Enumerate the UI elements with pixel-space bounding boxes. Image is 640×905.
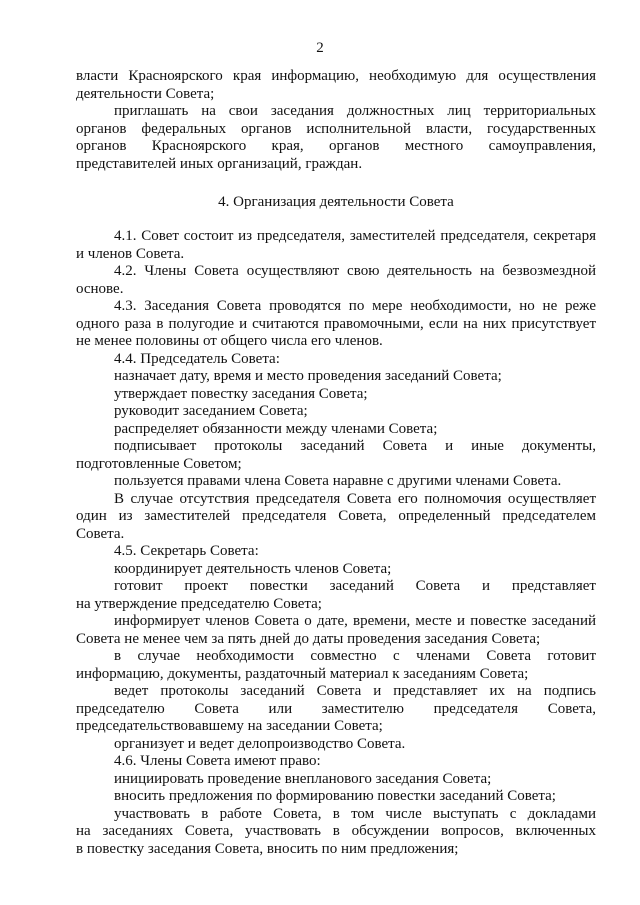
paragraph (76, 491, 596, 544)
paragraph (76, 386, 596, 404)
text-line: власти Красноярского края информацию, необходимую для осуществления (76, 68, 596, 84)
text-line: и членов Совета. (76, 245, 185, 262)
text-line: в случае необходимости совместно с членами Совета готовит (114, 648, 596, 664)
paragraph (76, 298, 596, 351)
text-line: В случае отсутствия председателя Совета его полномочия осуществляет (114, 490, 596, 507)
section-4-body (76, 228, 596, 858)
text-line: в повестку заседания Совета, вносить по ним предложения; (76, 840, 459, 857)
text-line: на заседаниях Совета, участвовать в обсуждении вопросов, включенных (76, 823, 596, 839)
text-line: Совета не менее чем за пять дней до даты проведения заседания Совета; (76, 630, 541, 647)
text-line: ведет протоколы заседаний Совета и представляет их на подпись (114, 683, 596, 699)
text-line: 4.1. Совет состоит из председателя, заместителей председателя, секретаря (114, 228, 596, 244)
text-line: информацию, документы, раздаточный материал к заседаниям Совета; (76, 665, 529, 682)
text-line: представителей иных организаций, граждан. (76, 155, 363, 172)
text-line: на утверждение председателю Совета; (76, 595, 322, 612)
text-line: подготовленные Советом; (76, 455, 242, 472)
text-line: назначает дату, время и место проведения заседаний Совета; (114, 368, 502, 384)
text-line: одного раза в полугодие и считаются правомочными, если на них присутствует (76, 315, 596, 332)
paragraph (76, 683, 596, 736)
text-line: председательствовавшему на заседании Совета; (76, 718, 383, 734)
text-line: 4.2. Члены Совета осуществляют свою деятельность на безвозмездной (114, 263, 596, 279)
paragraph (76, 473, 596, 491)
text-line: пользуется правами члена Совета наравне с другими членами Совета. (114, 473, 562, 489)
document-body (76, 68, 596, 858)
text-line: руководит заседанием Совета; (114, 403, 308, 419)
text-line: 4.3. Заседания Совета проводятся по мере необходимости, но не реже (114, 298, 596, 314)
text-line: органов федеральных органов исполнительной власти, государственных (76, 120, 596, 137)
text-line: не менее половины от общего числа его членов. (76, 333, 383, 349)
paragraph (76, 103, 596, 173)
paragraph (76, 753, 596, 771)
text-line: организует и ведет делопроизводство Совета. (114, 735, 406, 752)
text-line: деятельности Совета; (76, 85, 215, 102)
page-number: 2 (316, 40, 324, 56)
text-line: вносить предложения по формированию повестки заседаний Совета; (114, 788, 556, 804)
paragraph (76, 648, 596, 683)
paragraph (76, 68, 596, 103)
text-line: инициировать проведение внепланового заседания Совета; (114, 770, 492, 787)
paragraph (76, 561, 596, 579)
section-heading: 4. Организация деятельности Совета (218, 194, 454, 210)
paragraph (76, 263, 596, 298)
text-line: основе. (76, 280, 124, 297)
text-line: распределяет обязанности между членами Совета; (114, 420, 438, 437)
text-line: председателю Совета или заместителю председателя Совета, (76, 700, 596, 717)
paragraph (76, 806, 596, 859)
paragraph (76, 421, 596, 439)
paragraph (76, 543, 596, 561)
text-line: 4.5. Секретарь Совета: (114, 543, 259, 559)
text-line: информирует членов Совета о дате, времени, месте и повестке заседаний (114, 613, 596, 629)
paragraph (76, 438, 596, 473)
text-line: 4.6. Члены Совета имеют право: (114, 753, 321, 769)
intro-section (76, 68, 596, 173)
text-line: подписывает протоколы заседаний Совета и иные документы, (114, 438, 596, 454)
paragraph (76, 228, 596, 263)
paragraph (76, 578, 596, 613)
text-line: один из заместителей председателя Совета, определенный председателем (76, 508, 596, 524)
paragraph (76, 771, 596, 789)
paragraph (76, 351, 596, 369)
text-line: приглашать на свои заседания должностных лиц территориальных (114, 103, 596, 119)
text-line: координирует деятельность членов Совета; (114, 560, 392, 577)
text-line: участвовать в работе Совета, в том числе выступать с докладами (114, 805, 596, 822)
paragraph (76, 788, 596, 806)
paragraph (76, 736, 596, 754)
paragraph (76, 613, 596, 648)
paragraph (76, 403, 596, 421)
text-line: готовит проект повестки заседаний Совета и представляет (114, 578, 596, 594)
text-line: утверждает повестку заседания Совета; (114, 385, 368, 402)
text-line: 4.4. Председатель Совета: (114, 350, 280, 367)
text-line: Совета. (76, 525, 125, 542)
text-line: органов Красноярского края, органов местного самоуправления, (76, 138, 596, 154)
paragraph (76, 368, 596, 386)
